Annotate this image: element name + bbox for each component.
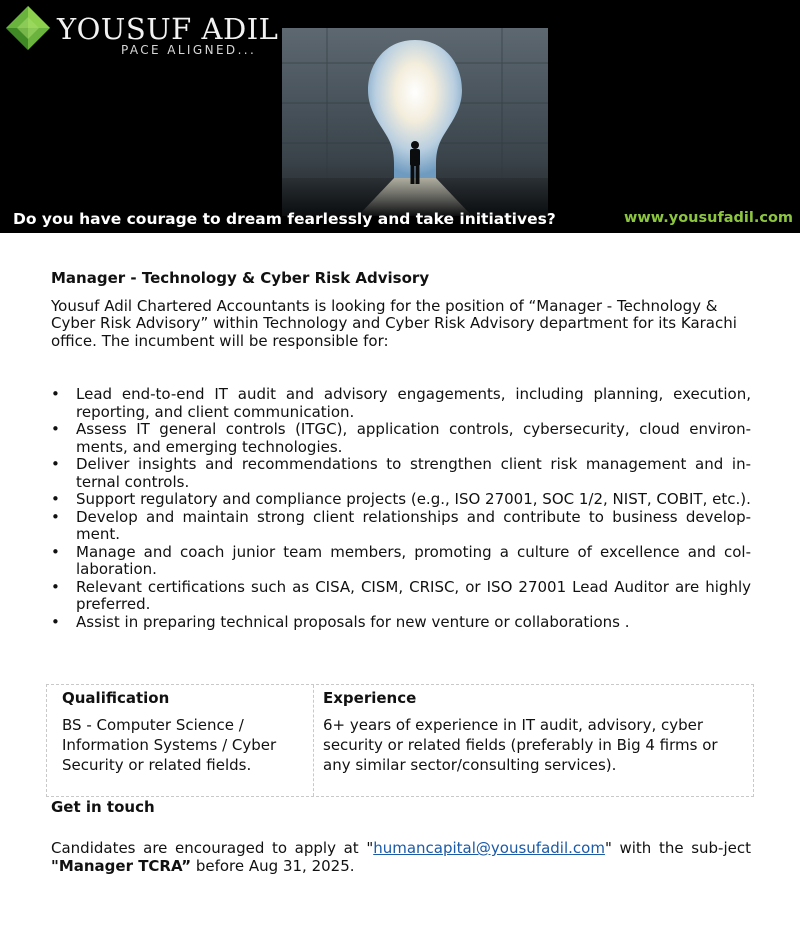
apply-text-middle: " with the sub-ject bbox=[604, 839, 751, 857]
list-item: • Deliver insights and recommendations to strengthen client risk management and in-ternal controls. bbox=[51, 456, 751, 491]
list-item: • Assess IT general controls (ITGC), application controls, cybersecurity, cloud environ-ments, and emerging technologies. bbox=[51, 421, 751, 456]
yousuf-adil-logo-icon bbox=[5, 5, 51, 51]
job-intro: Yousuf Adil Chartered Accountants is looking for the position of “Manager - Technology & Cyber Risk Advisory” within Technology and Cyber Risk Advisory department for its Karachi office. The incumbent will be responsible for: bbox=[51, 296, 737, 350]
experience-text: 6+ years of experience in IT audit, advisory, cyber security or related fields (preferably in Big 4 firms or any similar sector/consulting services). bbox=[323, 716, 718, 774]
lightbulb-doorway-illustration bbox=[282, 28, 548, 216]
qualification-text: BS - Computer Science / Information Systems / Cyber Security or related fields. bbox=[62, 716, 277, 774]
responsibilities-list bbox=[51, 386, 751, 631]
qualification-header: Qualification bbox=[62, 689, 170, 707]
list-item: • Assist in preparing technical proposals for new venture or collaborations . bbox=[51, 614, 751, 632]
header-banner bbox=[0, 0, 800, 233]
job-title: Manager - Technology & Cyber Risk Advisory bbox=[51, 269, 430, 287]
requirements-table bbox=[46, 684, 754, 797]
experience-header: Experience bbox=[323, 689, 417, 707]
list-item: • Develop and maintain strong client relationships and contribute to business develop-ment. bbox=[51, 509, 751, 544]
apply-text-after: before Aug 31, 2025. bbox=[191, 857, 355, 875]
list-item: • Lead end-to-end IT audit and advisory engagements, including planning, execution, reporting, and client communication. bbox=[51, 386, 751, 421]
experience-column bbox=[314, 685, 753, 796]
apply-instructions bbox=[51, 839, 751, 875]
email-subject: "Manager TCRA” bbox=[51, 857, 192, 875]
banner-tagline: Do you have courage to dream fearlessly and take initiatives? bbox=[13, 210, 556, 228]
hero-image bbox=[282, 28, 548, 216]
website-link[interactable]: www.yousufadil.com bbox=[624, 210, 794, 226]
qualification-column bbox=[47, 685, 314, 796]
list-item: • Relevant certifications such as CISA, CISM, CRISC, or ISO 27001 Lead Auditor are highly preferred. bbox=[51, 579, 751, 614]
list-item: • Manage and coach junior team members, promoting a culture of excellence and col-laboration. bbox=[51, 544, 751, 579]
email-link[interactable]: humancapital@yousufadil.com bbox=[373, 839, 605, 857]
apply-text-before: Candidates are encouraged to apply at " bbox=[51, 839, 374, 857]
job-description bbox=[51, 270, 751, 631]
list-item: • Support regulatory and compliance projects (e.g., ISO 27001, SOC 1/2, NIST, COBIT, etc.). bbox=[51, 491, 751, 509]
get-in-touch-heading: Get in touch bbox=[51, 798, 155, 816]
brand-name: YOUSUF ADIL bbox=[57, 12, 279, 46]
brand-tagline: PACE ALIGNED... bbox=[121, 43, 257, 57]
